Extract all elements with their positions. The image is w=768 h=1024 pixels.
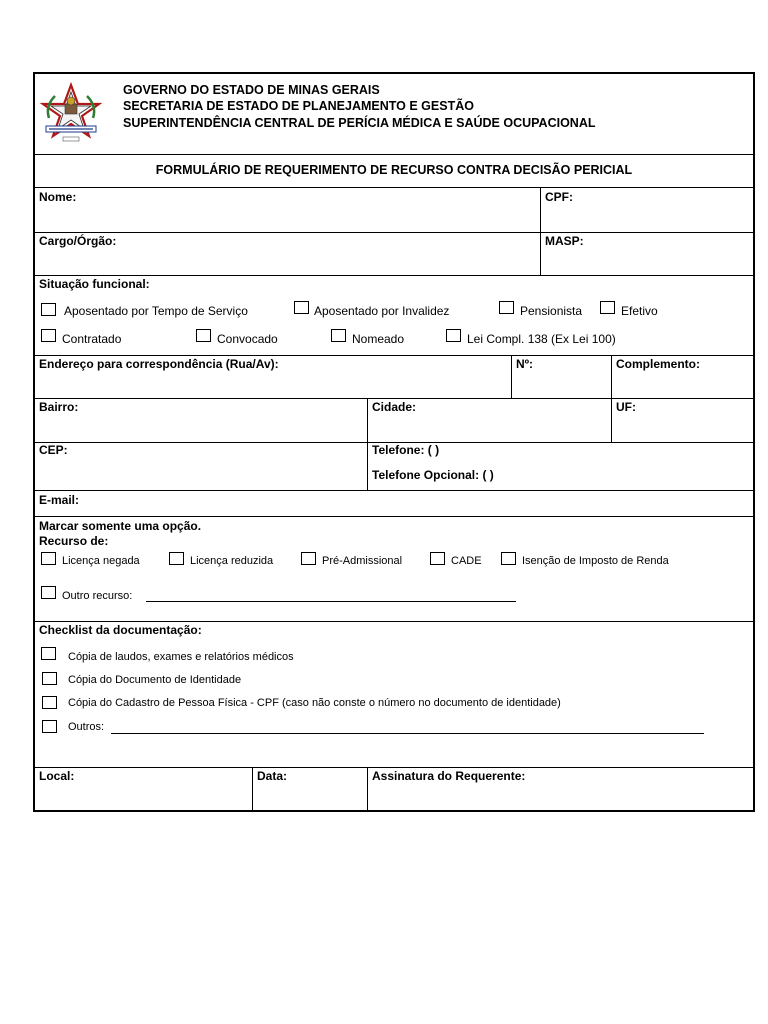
lei-compl-138-checkbox[interactable]: [446, 329, 461, 342]
complemento-label: Complemento:: [616, 357, 700, 371]
checklist-laudos-checkbox[interactable]: [41, 647, 56, 660]
pensionista-checkbox[interactable]: [499, 301, 514, 314]
header-line-3: SUPERINTENDÊNCIA CENTRAL DE PERÍCIA MÉDICA E SAÚDE OCUPACIONAL: [123, 116, 596, 130]
data-label: Data:: [257, 769, 288, 783]
checklist-identidade-checkbox[interactable]: [42, 672, 57, 685]
recurso-label: Recurso de:: [39, 534, 109, 548]
recurso-instruction: Marcar somente uma opção.: [39, 519, 202, 533]
divider: [35, 490, 753, 491]
lei-compl-138-label: Lei Compl. 138 (Ex Lei 100): [467, 332, 616, 346]
numero-label: Nº:: [516, 357, 534, 371]
licenca-reduzida-checkbox[interactable]: [169, 552, 184, 565]
assinatura-label: Assinatura do Requerente:: [372, 769, 526, 783]
cpf-label: CPF:: [545, 190, 573, 204]
contratado-label: Contratado: [62, 332, 122, 346]
bairro-label: Bairro:: [39, 400, 79, 414]
nomeado-checkbox[interactable]: [331, 329, 346, 342]
pensionista-label: Pensionista: [520, 304, 583, 318]
outro-recurso-input-line[interactable]: [146, 601, 516, 602]
situacao-label: Situação funcional:: [39, 277, 150, 291]
convocado-checkbox[interactable]: [196, 329, 211, 342]
request-form: [33, 72, 755, 812]
cidade-label: Cidade:: [372, 400, 417, 414]
telefone-label: Telefone: ( ): [372, 443, 440, 457]
checklist-identidade-label: Cópia do Documento de Identidade: [68, 674, 242, 686]
state-coat-of-arms-logo: [39, 82, 103, 146]
checklist-cpf-label: Cópia do Cadastro de Pessoa Física - CPF (caso não conste o número no documento de identidade): [68, 697, 561, 709]
isencao-ir-label: Isenção de Imposto de Renda: [522, 555, 669, 567]
nomeado-label: Nomeado: [352, 332, 405, 346]
divider: [35, 355, 753, 356]
licenca-reduzida-label: Licença reduzida: [190, 555, 274, 567]
checklist-laudos-label: Cópia de laudos, exames e relatórios médicos: [68, 651, 294, 663]
aposentado-tempo-checkbox[interactable]: [41, 303, 56, 316]
divider: [367, 398, 368, 490]
cade-label: CADE: [451, 555, 482, 567]
divider: [35, 232, 753, 233]
divider: [35, 187, 753, 188]
isencao-ir-checkbox[interactable]: [501, 552, 516, 565]
divider: [35, 275, 753, 276]
pre-admissional-label: Pré-Admissional: [322, 555, 403, 567]
checklist-cpf-checkbox[interactable]: [42, 696, 57, 709]
divider: [35, 154, 753, 155]
email-label: E-mail:: [39, 493, 80, 507]
cep-label: CEP:: [39, 443, 68, 457]
header-line-1: GOVERNO DO ESTADO DE MINAS GERAIS: [123, 83, 380, 97]
checklist-outros-label: Outros:: [68, 721, 105, 733]
aposentado-tempo-label: Aposentado por Tempo de Serviço: [64, 304, 248, 318]
divider: [35, 767, 753, 768]
checklist-label: Checklist da documentação:: [39, 623, 202, 637]
divider: [35, 621, 753, 622]
convocado-label: Convocado: [217, 332, 278, 346]
licenca-negada-checkbox[interactable]: [41, 552, 56, 565]
form-title: FORMULÁRIO DE REQUERIMENTO DE RECURSO CONTRA DECISÃO PERICIAL: [155, 163, 633, 177]
divider: [511, 355, 512, 398]
masp-label: MASP:: [545, 234, 584, 248]
aposentado-invalidez-checkbox[interactable]: [294, 301, 309, 314]
outro-recurso-checkbox[interactable]: [41, 586, 56, 599]
efetivo-label: Efetivo: [621, 304, 658, 318]
divider: [35, 398, 753, 399]
uf-label: UF:: [616, 400, 636, 414]
cargo-label: Cargo/Órgão:: [39, 234, 117, 248]
contratado-checkbox[interactable]: [41, 329, 56, 342]
local-label: Local:: [39, 769, 75, 783]
divider: [367, 767, 368, 812]
outro-recurso-label: Outro recurso:: [62, 590, 133, 602]
divider: [252, 767, 253, 812]
divider: [35, 516, 753, 517]
checklist-outros-input-line[interactable]: [111, 733, 704, 734]
licenca-negada-label: Licença negada: [62, 555, 140, 567]
aposentado-invalidez-label: Aposentado por Invalidez: [314, 304, 450, 318]
telefone-opcional-label: Telefone Opcional: ( ): [372, 468, 494, 482]
pre-admissional-checkbox[interactable]: [301, 552, 316, 565]
checklist-outros-checkbox[interactable]: [42, 720, 57, 733]
nome-label: Nome:: [39, 190, 77, 204]
cade-checkbox[interactable]: [430, 552, 445, 565]
efetivo-checkbox[interactable]: [600, 301, 615, 314]
header-line-2: SECRETARIA DE ESTADO DE PLANEJAMENTO E GESTÃO: [123, 99, 474, 113]
endereco-label: Endereço para correspondência (Rua/Av):: [39, 357, 279, 371]
divider: [540, 187, 541, 275]
